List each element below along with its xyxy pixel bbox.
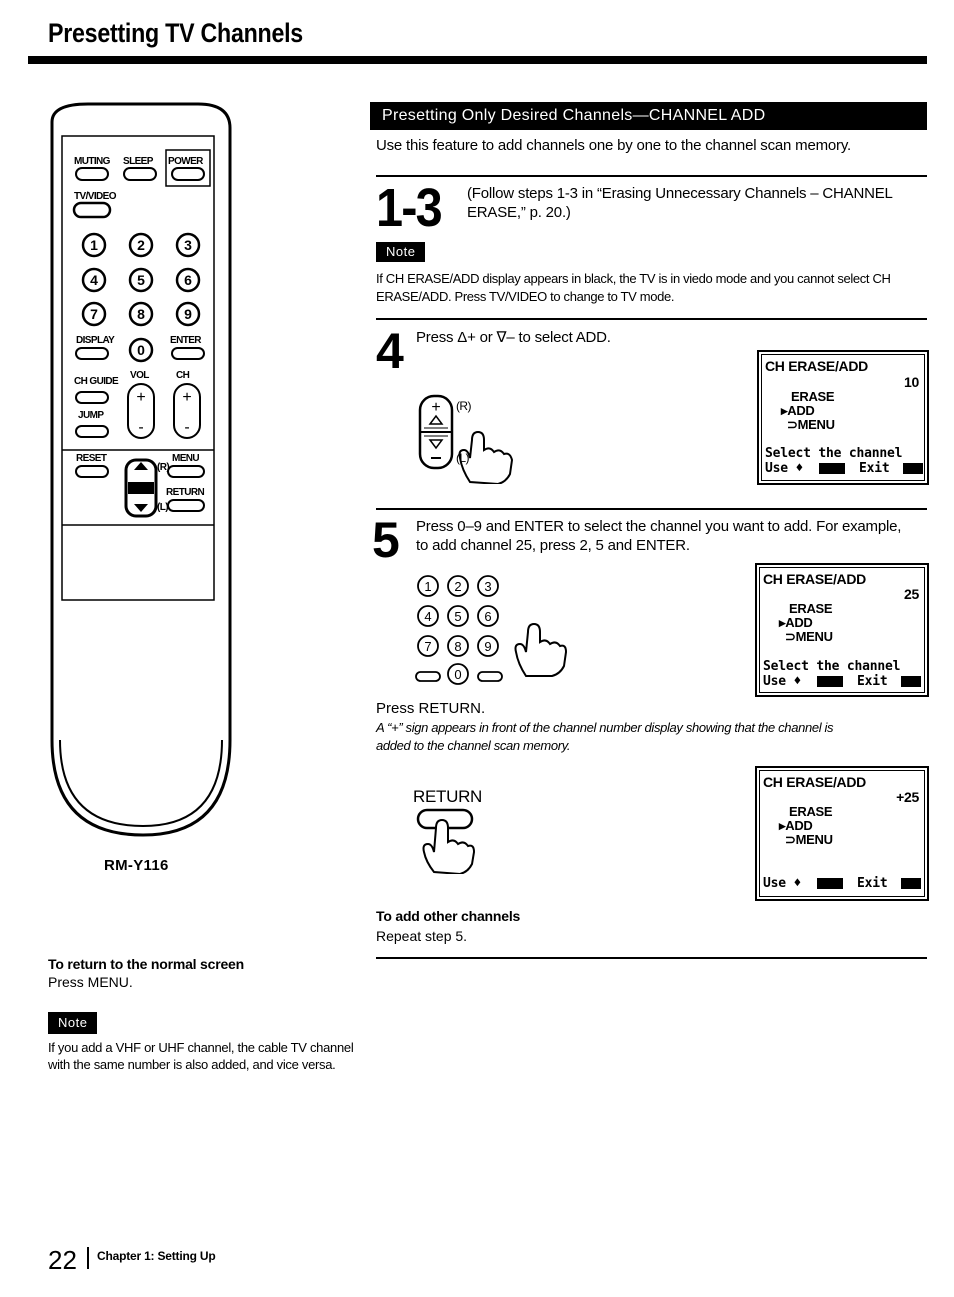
note-badge: Note [376,242,425,262]
svg-text:+: + [182,389,192,406]
key-2: 2 [454,579,462,594]
osd-header: CH ERASE/ADD [763,571,866,587]
key-8: 8 [454,639,462,654]
osd-select-line: Select the channel [763,659,901,674]
remote-label-chguide: CH GUIDE [74,376,119,387]
step-number-4: 4 [376,323,404,379]
osd-use-line: Use ♦ [765,461,804,476]
divider [376,175,927,177]
svg-text:8: 8 [137,306,145,322]
step-number-5: 5 [372,512,400,568]
page-title: Presetting TV Channels [48,18,303,48]
press-return-text: Press RETURN. [376,700,486,717]
remote-label-return: RETURN [166,487,205,498]
svg-text:6: 6 [184,272,192,288]
remote-label-vol: VOL [130,370,149,381]
key-0: 0 [454,667,462,682]
osd-use-line: Use ♦ [763,876,802,891]
osd-exit-line: Exit [859,461,890,476]
divider [376,957,927,959]
osd-screen-step4 [757,350,929,485]
number-keypad-illustration [408,572,568,690]
label-r: (R) [456,399,471,413]
step-4-text: Press Δ+ or ∇– to select ADD. [416,329,611,346]
svg-text:4: 4 [90,272,98,288]
page-separator [87,1247,89,1269]
add-other-channels-text: Repeat step 5. [376,928,468,944]
osd-use-line: Use ♦ [763,674,802,689]
section-intro: Use this feature to add channels one by one to the channel scan memory. [376,137,851,154]
remote-label-ch: CH [176,370,190,381]
remote-label-muting: MUTING [74,156,110,167]
svg-text:2: 2 [137,237,145,253]
key-1: 1 [424,579,432,594]
return-button-label: RETURN [413,787,483,806]
osd-screen-step5 [755,563,929,697]
step-number-1-3: 1-3 [376,178,441,238]
remote-label-tvvideo: TV/VIDEO [74,191,116,202]
remote-label-r: (R) [157,462,170,473]
osd-item-menu: ⊃MENU [787,417,835,432]
title-rule [28,56,927,64]
muting-button-shape [76,168,108,180]
svg-text:3: 3 [184,237,192,253]
osd-item-add: ▸ADD [779,818,813,833]
key-4: 4 [424,609,432,624]
remote-label-sleep: SLEEP [123,156,153,167]
return-button-illustration [414,806,480,874]
remote-label-jump: JUMP [78,410,104,421]
osd-header: CH ERASE/ADD [763,774,866,790]
svg-text:-: - [138,419,144,436]
osd-screen-return [755,766,929,901]
menu-key-icon [901,676,921,687]
osd-item-add: ▸ADD [779,615,813,630]
svg-text:1: 1 [90,237,98,253]
svg-text:+: + [431,399,441,416]
divider [376,318,927,320]
remote-label-display: DISPLAY [76,335,115,346]
remote-control-illustration [48,100,238,840]
key-6: 6 [484,609,492,624]
enter-key-icon [817,878,843,889]
osd-item-menu: ⊃MENU [785,832,833,847]
section-heading: Presetting Only Desired Channels—CHANNEL ADD [370,102,927,130]
remote-label-reset: RESET [76,453,107,464]
svg-text:9: 9 [184,306,192,322]
remote-label-enter: ENTER [170,335,201,346]
remote-model-label: RM-Y116 [104,857,169,874]
page-number: 22 [48,1245,77,1275]
osd-item-menu: ⊃MENU [785,629,833,644]
key-7: 7 [424,639,432,654]
return-normal-heading: To return to the normal screen [48,956,244,972]
menu-key-icon [903,463,923,474]
key-3: 3 [484,579,492,594]
osd-select-line: Select the channel [765,446,903,461]
svg-text:+: + [136,389,146,406]
osd-item-add: ▸ADD [781,403,815,418]
remote-label-power: POWER [168,156,203,167]
note-badge: Note [48,1012,97,1034]
key-5: 5 [454,609,462,624]
osd-item-erase: ERASE [789,804,833,819]
divider [376,508,927,510]
svg-text:-: - [184,419,190,436]
step-1-3-text: (Follow steps 1-3 in “Erasing Unnecessary Channels – CHANNEL ERASE,” p. 20.) [467,185,893,221]
osd-channel: 10 [904,374,919,390]
osd-item-erase: ERASE [789,601,833,616]
add-other-channels-heading: To add other channels [376,908,521,924]
enter-key-icon [817,676,843,687]
remote-label-l: (L) [157,502,168,513]
svg-text:7: 7 [90,306,98,322]
osd-channel: 25 [904,586,919,602]
enter-key-icon [819,463,845,474]
chapter-label: Chapter 1: Setting Up [97,1249,216,1263]
osd-item-erase: ERASE [791,389,835,404]
svg-text:0: 0 [137,342,145,358]
remote-label-menu: MENU [172,453,200,464]
menu-key-icon [901,878,921,889]
step-5-text: Press 0–9 and ENTER to select the channel you want to add. For example, to add channel 25, press 2, 5 and ENTER. [416,518,902,554]
osd-channel: +25 [896,789,919,805]
svg-text:5: 5 [137,272,145,288]
label-l: (L) [456,451,469,465]
osd-exit-line: Exit [857,674,888,689]
osd-exit-line: Exit [857,876,888,891]
note-text: If you add a VHF or UHF channel, the cable TV channel with the same number is also added, and vice versa. [48,1040,354,1072]
osd-header: CH ERASE/ADD [765,358,868,374]
return-normal-text: Press MENU. [48,974,133,990]
key-9: 9 [484,639,492,654]
return-note: A “+” sign appears in front of the channel number display showing that the channel is added to the channel scan memory. [376,720,834,753]
note-text: If CH ERASE/ADD display appears in black, the TV is in viedo mode and you cannot select CH ERASE/ADD. Press TV/VIDEO to change to TV mode. [376,271,891,304]
